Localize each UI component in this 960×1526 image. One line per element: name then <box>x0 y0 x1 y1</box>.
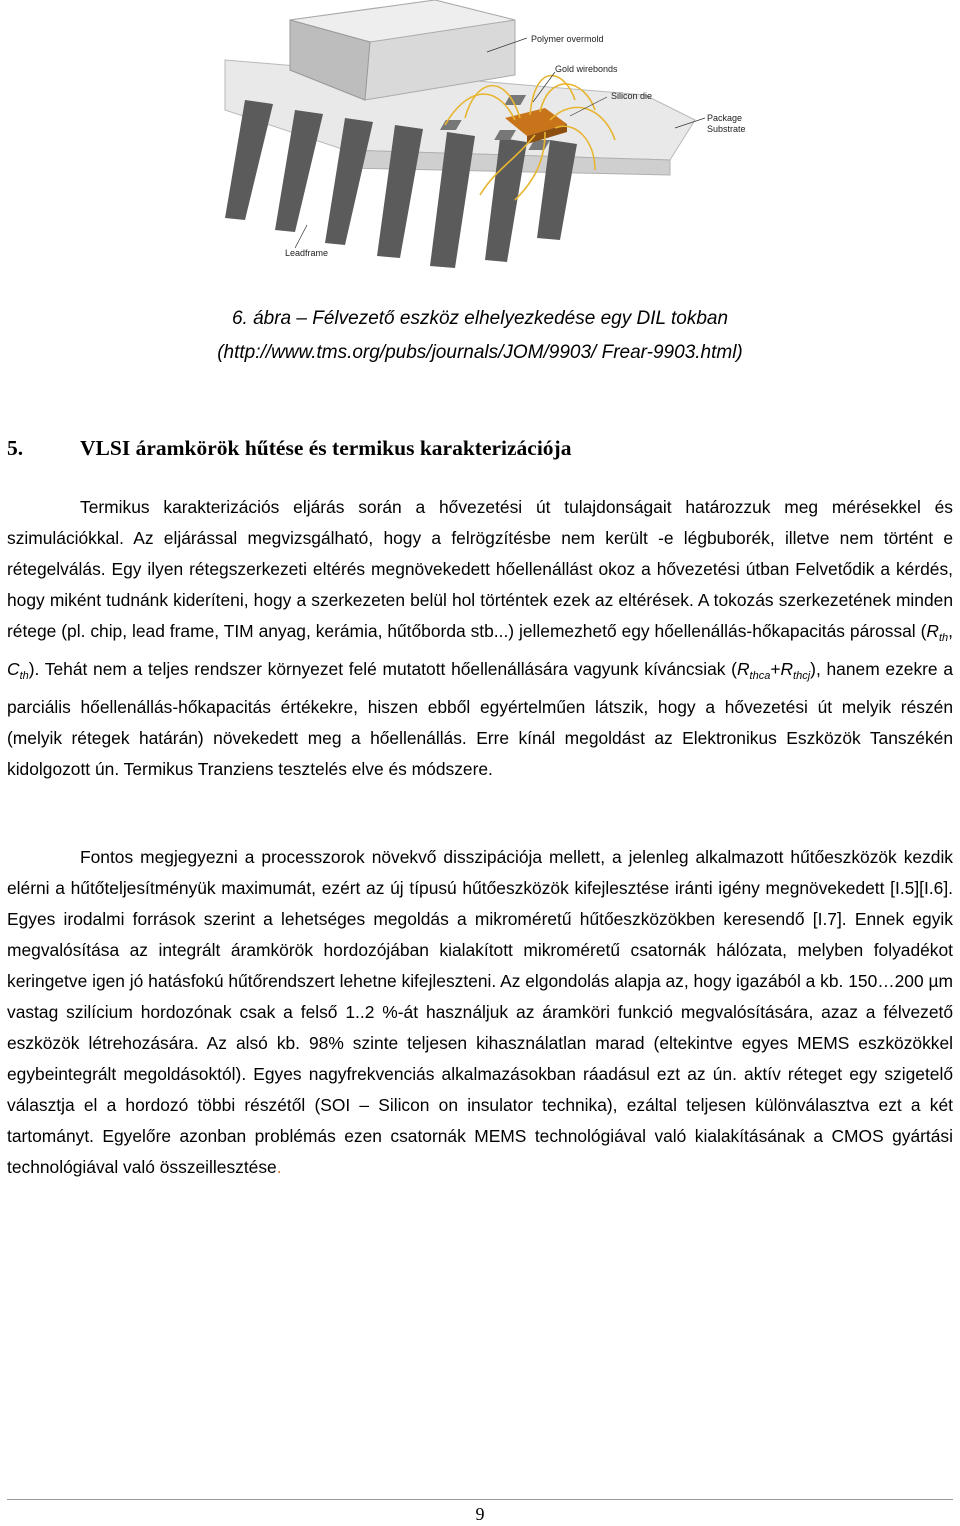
paragraph-1 <box>7 492 953 785</box>
figure-caption-line-2: (http://www.tms.org/pubs/journals/JOM/9903/ Frear-9903.html) <box>217 342 743 363</box>
dil-package-figure <box>215 0 765 272</box>
section-heading <box>7 436 571 461</box>
paragraph-2 <box>7 842 953 1183</box>
paragraph-1-text-b: ). Tehát nem a teljes rendszer környezet felé mutatott hőellenállására vagyunk kíváncsiak ( <box>28 659 737 679</box>
footer-divider <box>7 1499 953 1500</box>
label-leadframe: Leadframe <box>285 248 329 258</box>
symbol-r2-subscript: thcj <box>793 670 811 682</box>
paragraph-2-final-dot: . <box>276 1157 282 1177</box>
paragraph-1-text-a: Termikus karakterizációs eljárás során a hővezetési út tulajdonságait határozzuk meg mérésekkel és szimulációkkal. Az eljárással megvizsgálható, hogy a felrögzítésbe nem került -e légbuborék, illetve nem történt e rétegelválás. Egy ilyen rétegszerkezeti eltérés megnövekedett hőellenállást okoz a hővezetési útban Felvetődik a kérdés, hogy miként tudnánk kideríteni, hogy a szerkezeten belül hol történtek ezek az eltérések. A tokozás szerkezetének minden rétege (pl. chip, lead frame, TIM anyag, kerámia, hűtőborda stb...) jellemezhető egy hőellenállás-hőkapacitás párossal ( <box>7 497 953 641</box>
paragraph-1-text-c: ), hanem ezekre a parciális hőellenállás-hőkapacitás értékekre, hiszen ebből egyértelműen látszik, hogy a hővezetési út melyik részén (melyik rétegek határán) növekedett meg a hőellenállás. Erre kínál megoldást az Elektronikus Eszközök Tanszékén kidolgozott ún. Termikus Tranziens tesztelés elve és módszere. <box>7 659 953 779</box>
separator: , <box>948 621 953 641</box>
figure-caption-line-1: 6. ábra – Félvezető eszköz elhelyezkedése egy DIL tokban <box>231 308 729 329</box>
symbol-r2: R <box>780 659 794 679</box>
label-substrate: Substrate <box>707 124 746 134</box>
symbol-r1-subscript: thca <box>749 670 771 682</box>
label-gold-wirebonds: Gold wirebonds <box>555 64 618 74</box>
symbol-c: C <box>7 659 20 679</box>
label-silicon-die: Silicon die <box>611 91 653 101</box>
paragraph-2-text: Fontos megjegyezni a processzorok növekvő disszipációja mellett, a jelenleg alkalmazott hűtőeszközök kezdik elérni a hűtőteljesítményük maximumát, ezért az új típusú hűtőeszközök kifejlesztése iránti igény megnövekedett [I.5][I.6]. Egyes irodalmi források szerint a lehetséges megoldás a mikroméretű hűtőeszközökben keresendő [I.7]. Ennek egyik megvalósítása az integrált áramkörök hordozójában kialakított mikroméretű csatornák hálózata, melyben folyadékot keringetve igen jó hatásfokú hűtőrendszert lehetne kifejleszteni. Az elgondolás alapja az, hogy igazából a kb. 150…200 µm vastag szilícium hordozónak csak a felső 1..2 %-át használjuk az áramköri funkció megvalósítására, azaz a félvezető eszközök létrehozására. Az alsó kb. 98% szinte teljesen kihasználatlan marad (eltekintve egyes MEMS eszközökkel egybeintegrált megoldásoktól). Egyes nagyfrekvenciás alkalmazásokban ráadásul ezt az ún. aktív réteget egy szigetelő választja el a hordozó többi részétől (SOI – Silicon on insulator technika), ezáltal teljesen különválasztva ezt a két tartományt. Egyelőre azonban problémás ezen csatornák MEMS technológiával való kialakításának a CMOS gyártási technológiával való összeillesztése <box>7 847 953 1177</box>
section-number: 5. <box>7 436 24 460</box>
plus-sign: + <box>770 659 781 679</box>
label-package: Package <box>707 113 743 123</box>
symbol-r1: R <box>736 659 750 679</box>
symbol-c-subscript: th <box>19 670 29 682</box>
symbol-r-subscript: th <box>938 632 949 644</box>
symbol-r: R <box>926 621 939 641</box>
page-number: 9 <box>475 1504 485 1524</box>
section-title: VLSI áramkörök hűtése és termikus karakterizációja <box>80 436 572 460</box>
label-polymer-overmold: Polymer overmold <box>531 34 604 44</box>
